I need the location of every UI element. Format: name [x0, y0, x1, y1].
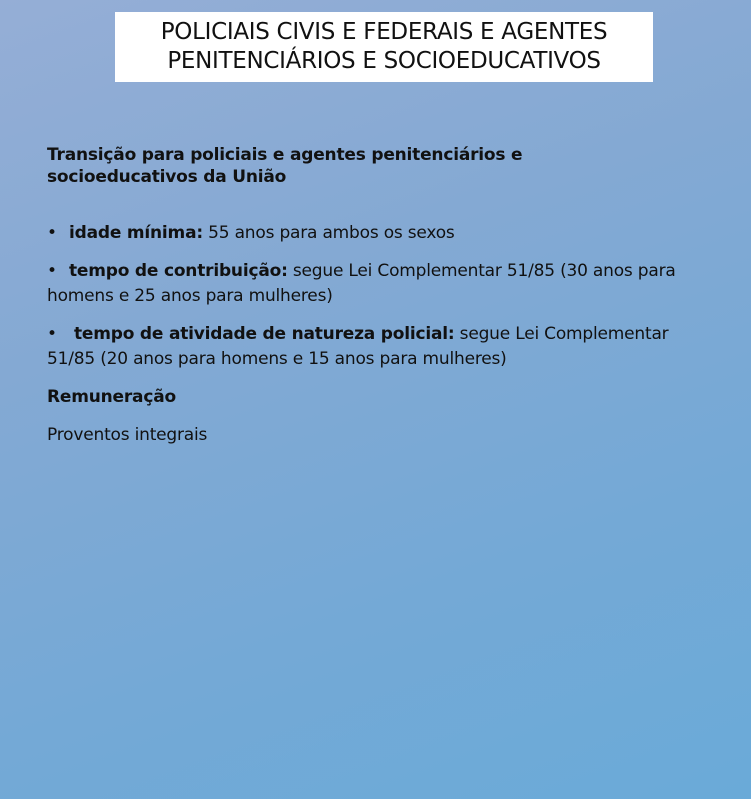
requirements-list: [47, 221, 707, 372]
section-heading-line-1: Transição para policiais e agentes penitenciários e: [47, 145, 523, 165]
title-line-1: POLICIAIS CIVIS E FEDERAIS E AGENTES: [160, 19, 608, 45]
remuneration-title: Remuneração: [47, 387, 176, 407]
title-line-2: PENITENCIÁRIOS E SOCIOEDUCATIVOS: [167, 48, 601, 74]
section-heading-line-2: socioeducativos da União: [47, 167, 287, 187]
item-label: idade mínima:: [69, 223, 203, 243]
section-heading: [47, 144, 707, 188]
item-text: segue Lei Complementar 51/85 (20 anos para homens e 15 anos para mulheres): [47, 324, 669, 369]
item-text: segue Lei Complementar 51/85 (30 anos para homens e 25 anos para mulheres): [47, 261, 676, 306]
bullet-icon: •: [47, 324, 57, 344]
bullet-icon: •: [47, 223, 57, 243]
slide-content: [47, 144, 707, 448]
bullet-icon: •: [47, 261, 57, 281]
remuneration-text: Proventos integrais: [47, 425, 208, 445]
list-item: [47, 322, 707, 372]
item-text: 55 anos para ambos os sexos: [202, 223, 455, 243]
list-item: [47, 259, 707, 309]
title-box: [115, 12, 653, 82]
list-item: [47, 221, 707, 246]
item-label: tempo de contribuição:: [69, 261, 288, 281]
item-label: tempo de atividade de natureza policial:: [74, 324, 455, 344]
